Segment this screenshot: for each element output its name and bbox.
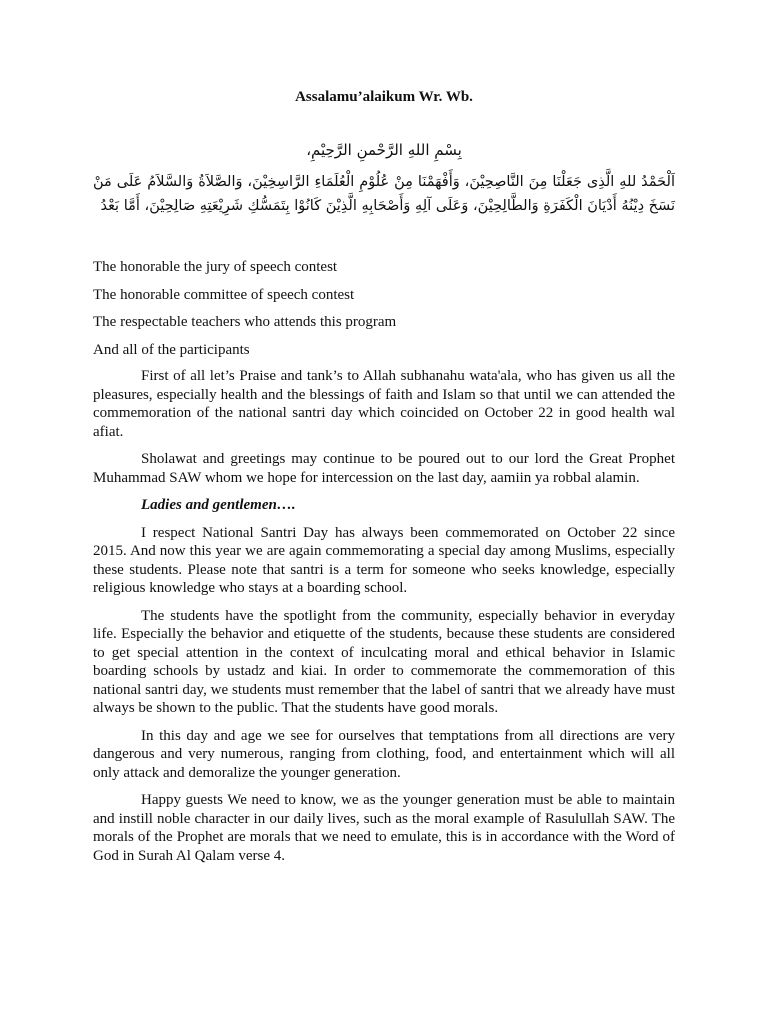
speech-body (93, 367, 675, 874)
paragraph-sholawat: Sholawat and greetings may continue to be poured out to our lord the Great Prophet Muhammad SAW whom we hope for intercession on the last day, aamiin ya robbal alamin. (93, 451, 675, 486)
salutation-jury: The honorable the jury of speech contest (93, 259, 338, 275)
paragraph-noble-character: Happy guests We need to know, we as the younger generation must be able to maintain and instill noble character in our daily lives, such as the moral example of Rasulullah SAW. The morals of the Prophet are morals that we need to emulate, this is in accordance with the Word of God in Surah Al Qalam verse 4. (93, 792, 675, 864)
paragraph-temptations: In this day and age we see for ourselves that temptations from all directions are very dangerous and very numerous, ranging from clothing, food, and entertainment which will all only attack and demoralize the younger generation. (93, 727, 675, 781)
arabic-opening-text: اَلْحَمْدُ للهِ الَّذِى جَعَلْنَا مِنَ النَّاصِحِيْنَ، وَأَفْهَمْنَا مِنْ عُلُوْمِ الْعُلَمَاءِ الرَّاسِخِيْنَ، وَالصَّلاَةُ وَالسَّلاَمُ عَلَى مَنْ نَسَخَ دِيْنُهُ أَدْيَانَ الْكَفَرَةِ وَالطَّالِحِيْنَ، وَعَلَى آلِهِ وَأَصْحَابِهِ الَّذِيْنَ كَانُوْا بِتَمَسُّكِ شَرِيْعَتِهِ صَالِحِيْنَ، أَمَّا بَعْدُ (93, 174, 675, 214)
basmalah: بِسْمِ اللهِ الرَّحْمنِ الرَّحِيْمِ، (306, 141, 462, 159)
paragraph-santri-day: I respect National Santri Day has always been commemorated on October 22 since 2015. And now this year we are again commemorating a special day among Muslims, especially these students. Please note that santri is a term for someone who seeks knowledge, especially religious knowledge who stays at a boarding school. (93, 524, 675, 596)
page-title: Assalamu’alaikum Wr. Wb. (295, 89, 473, 105)
paragraph-praise: First of all let’s Praise and tank’s to Allah subhanahu wata'ala, who has given us all the pleasures, especially health and the blessings of faith and Islam so that until we can attended the commemoration of the national santri day which coincided on October 22 in good health wal afiat. (93, 368, 675, 440)
salutation-list (93, 258, 675, 368)
paragraph-students-spotlight: The students have the spotlight from the community, especially behavior in everyday life. Especially the behavior and etiquette of the students, because these students are considered to get special attention in the context of inculcating moral and ethical behavior in Islamic boarding schools by ustadz and kiai. In order to commemorate the commemoration of this national santri day, we students must remember that the label of santri that we already have must always be shown to the public. That the students have good morals. (93, 607, 675, 716)
salutation-participants: And all of the participants (93, 341, 250, 358)
subheading-ladies-gentlemen: Ladies and gentlemen…. (141, 497, 296, 513)
salutation-teachers: The respectable teachers who attends this program (93, 314, 397, 330)
salutation-committee: The honorable committee of speech contest (93, 286, 355, 303)
